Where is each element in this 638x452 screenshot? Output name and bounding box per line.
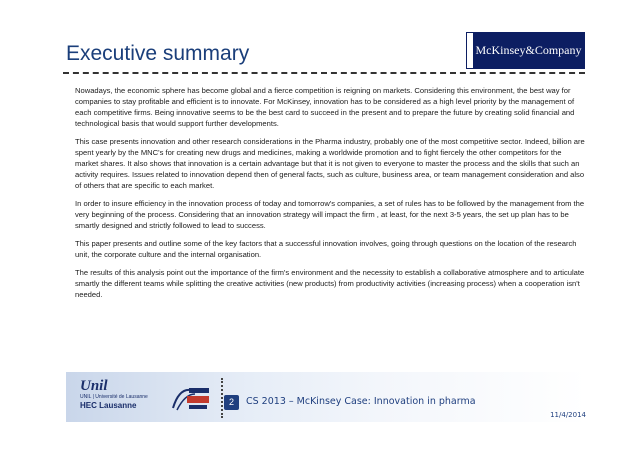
- paragraph-5: The results of this analysis point out the importance of the firm's environment and the necessity to establish a collaborative atmosphere and to articulate smartly the different teams while splitting the creative activities (new products) from productivity activities (increasing process) when a cooperation isn't needed.: [75, 268, 585, 299]
- footer: [66, 372, 586, 422]
- summary-body: [75, 85, 585, 307]
- paragraph-3: In order to insure efficiency in the innovation process of today and tomorrow's companies, a set of rules has to be followed by the management from the very beginning of the process. Considering that an innovation strategy will impact the firm , at least, for the next 3-5 years, the set up plan has to be smartly designed and strictly followed to lead to success.: [75, 199, 585, 230]
- footer-date: 11/4/2014: [550, 411, 586, 419]
- footer-divider: [221, 378, 223, 418]
- partner-logo-icon: [169, 384, 213, 412]
- paragraph-4: This paper presents and outline some of the key factors that a successful innovation involves, going through questions on the location of the research unit, the corporate culture and the internal organisation.: [75, 239, 577, 259]
- footer-title: CS 2013 – McKinsey Case: Innovation in pharma: [246, 396, 476, 407]
- page-number-badge: 2: [224, 395, 239, 410]
- header-divider: [63, 72, 585, 74]
- unil-logo-school: HEC Lausanne: [80, 401, 137, 410]
- unil-logo-university: UNIL | Université de Lausanne: [80, 394, 148, 400]
- unil-logo: [80, 379, 156, 417]
- paragraph-2: This case presents innovation and other research considerations in the Pharma industry, probably one of the most competitive sector. Indeed, billion are spent yearly by the MNC's for creating new drugs and medicines, making a worldwide promotion and to fight fiercely the other competitors for the market shares. It also shows that innovation is a certain advantage but that it is not given to everyone to master the process and the skills that such an activity requires. Issues related to innovation depend then of general facts, such as culture, business area, or team management consideration and also of others that are specific to each market.: [75, 137, 585, 190]
- mckinsey-logo: McKinsey&Company: [467, 33, 584, 68]
- paragraph-1: Nowadays, the economic sphere has become global and a fierce competition is reigning on markets. Considering this environment, the best way for companies to stay profitable and efficient is to innovate. For McKinsey, innovation has to be considered as a high level priority by the management of each competitive firms. Being innovative seems to be the best card to succeed in the present and to prepare the future by creating solid financial and technological basis that would support further developments.: [75, 86, 575, 128]
- unil-logo-script: Unil: [80, 378, 108, 394]
- page-title: Executive summary: [66, 42, 250, 65]
